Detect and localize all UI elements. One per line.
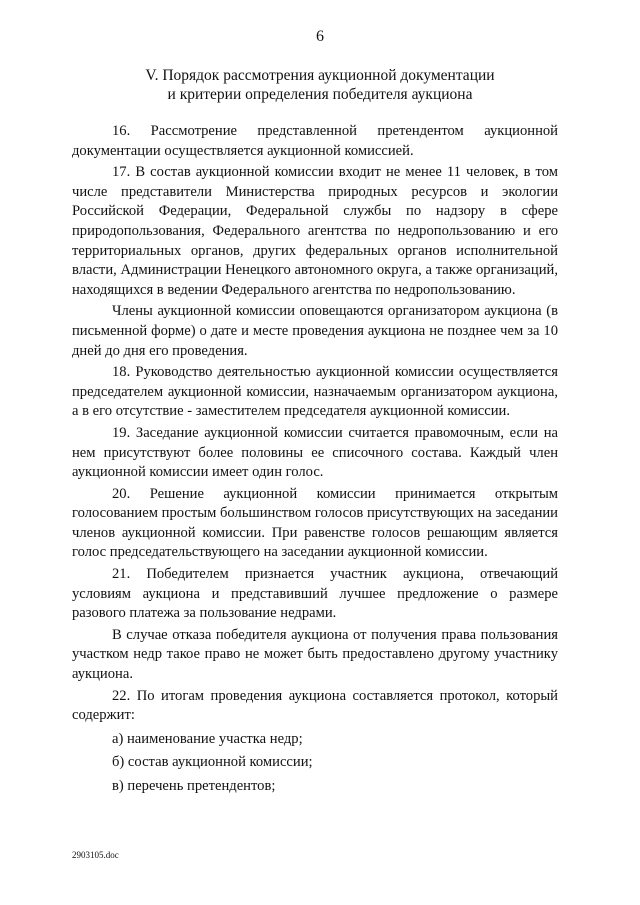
section-heading-line-1: V. Порядок рассмотрения аукционной документации: [145, 67, 495, 84]
page-number: 6: [316, 28, 324, 45]
paragraph-17: 17. В состав аукционной комиссии входит не менее 11 человек, в том числе представители Министерства природных ресурсов и экологии Российской Федерации, Федеральной службы по надзору в сфере природопользования, Федерального агентства по недропользованию и его территориальных органов, других федеральных органов исполнительной власти, Администрации Ненецкого автономного округа, а также организаций, находящихся в ведении Федерального агентства по недропользованию.: [72, 164, 558, 298]
document-body: [72, 122, 558, 797]
paragraph-22: 22. По итогам проведения аукциона составляется протокол, который содержит:: [72, 687, 558, 724]
section-heading: [70, 66, 570, 104]
footer-file-name: 2903105.doc: [72, 850, 119, 860]
list-item-a: а) наименование участка недр;: [112, 730, 303, 747]
paragraph-21: 21. Победителем признается участник аукциона, отвечающий условиям аукциона и представивший лучшее предложение о размере разового платежа за пользование недрами.: [72, 566, 558, 622]
section-heading-line-2: и критерии определения победителя аукциона: [167, 86, 473, 103]
paragraph-19: 19. Заседание аукционной комиссии считается правомочным, если на нем присутствуют более половины ее списочного состава. Каждый член аукционной комиссии имеет один голос.: [72, 424, 558, 481]
list-item-b: б) состав аукционной комиссии;: [112, 754, 313, 771]
list-item-c: в) перечень претендентов;: [112, 778, 276, 794]
paragraph-16: 16. Рассмотрение представленной претендентом аукционной документации осуществляется аукционной комиссией.: [72, 123, 558, 159]
paragraph-17-notice: Члены аукционной комиссии оповещаются организатором аукциона (в письменной форме) о дате и месте проведения аукциона не позднее чем за 10 дней до дня его проведения.: [72, 303, 558, 359]
paragraph-21-refusal: В случае отказа победителя аукциона от получения права пользования участком недр такое право не может быть предоставлено другому участнику аукциона.: [72, 626, 558, 683]
paragraph-20: 20. Решение аукционной комиссии принимается открытым голосованием простым большинством голосов присутствующих на заседании членов аукционной комиссии. При равенстве голосов решающим является голос председательствующего на заседании аукционной комиссии.: [72, 485, 558, 561]
paragraph-18: 18. Руководство деятельностью аукционной комиссии осуществляется председателем аукционной комиссии, назначаемым организатором аукциона, а в его отсутствие - заместителем председателя аукционной комиссии.: [72, 364, 558, 420]
